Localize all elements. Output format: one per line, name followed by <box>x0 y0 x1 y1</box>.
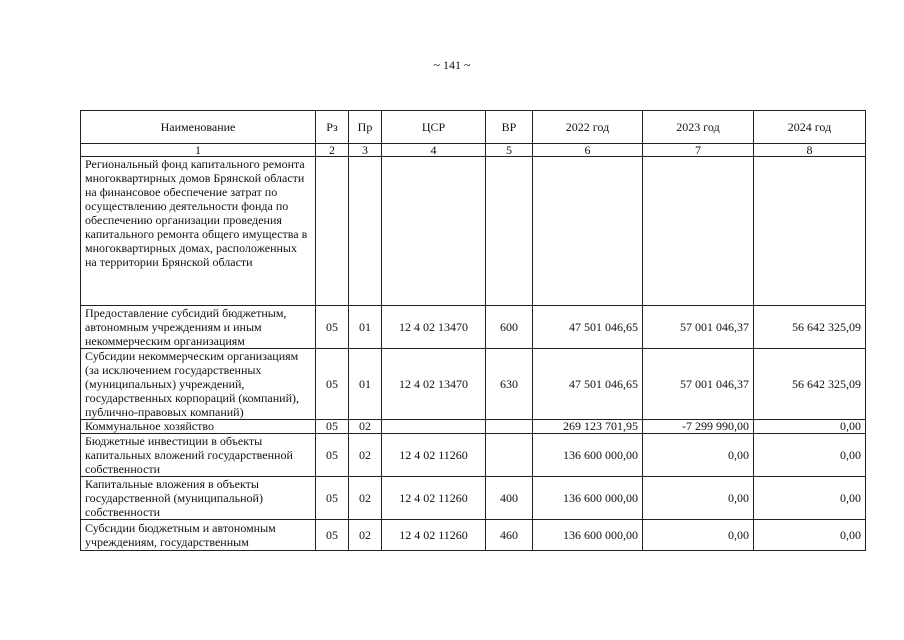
row-vr: 630 <box>486 349 533 420</box>
row-pr: 02 <box>349 520 382 551</box>
row-rz: 05 <box>316 520 349 551</box>
row-2023 <box>643 157 754 306</box>
index-cell: 1 <box>81 144 316 157</box>
row-2022: 47 501 046,65 <box>533 349 643 420</box>
row-2022: 47 501 046,65 <box>533 306 643 349</box>
header-2024: 2024 год <box>754 111 866 144</box>
row-rz: 05 <box>316 349 349 420</box>
row-csr <box>382 420 486 434</box>
row-2022: 136 600 000,00 <box>533 434 643 477</box>
row-pr: 02 <box>349 420 382 434</box>
row-csr: 12 4 02 11260 <box>382 477 486 520</box>
row-pr: 01 <box>349 349 382 420</box>
row-name: Субсидии бюджетным и автономным учреждениям, государственным <box>81 520 316 551</box>
header-rz: Рз <box>316 111 349 144</box>
row-vr <box>486 157 533 306</box>
row-pr <box>349 157 382 306</box>
table-row <box>81 434 866 477</box>
row-2024: 0,00 <box>754 434 866 477</box>
row-name: Предоставление субсидий бюджетным, автономным учреждениям и иным некоммерческим организациям <box>81 306 316 349</box>
row-rz: 05 <box>316 306 349 349</box>
table-row <box>81 420 866 434</box>
index-cell: 4 <box>382 144 486 157</box>
row-vr <box>486 434 533 477</box>
row-2023: 57 001 046,37 <box>643 306 754 349</box>
table-row <box>81 520 866 551</box>
row-name: Капитальные вложения в объекты государственной (муниципальной) собственности <box>81 477 316 520</box>
table-row <box>81 349 866 420</box>
row-csr: 12 4 02 13470 <box>382 306 486 349</box>
index-cell: 3 <box>349 144 382 157</box>
row-pr: 02 <box>349 434 382 477</box>
row-2023: -7 299 990,00 <box>643 420 754 434</box>
page-number: ~ 141 ~ <box>433 58 471 72</box>
row-csr: 12 4 02 11260 <box>382 434 486 477</box>
header-2023: 2023 год <box>643 111 754 144</box>
index-cell: 2 <box>316 144 349 157</box>
row-2022 <box>533 157 643 306</box>
row-name: Субсидии некоммерческим организациям (за исключением государственных (муниципальных) учреждений, государственных корпораций (компаний), публично-правовых компаний) <box>81 349 316 420</box>
row-csr: 12 4 02 13470 <box>382 349 486 420</box>
row-pr: 01 <box>349 306 382 349</box>
row-2024: 56 642 325,09 <box>754 349 866 420</box>
row-2022: 136 600 000,00 <box>533 477 643 520</box>
header-2022: 2022 год <box>533 111 643 144</box>
index-cell: 7 <box>643 144 754 157</box>
row-vr <box>486 420 533 434</box>
row-rz: 05 <box>316 477 349 520</box>
header-vr: ВР <box>486 111 533 144</box>
row-rz: 05 <box>316 434 349 477</box>
row-2023: 0,00 <box>643 434 754 477</box>
index-cell: 5 <box>486 144 533 157</box>
table-row <box>81 477 866 520</box>
budget-table <box>80 110 866 551</box>
row-vr: 600 <box>486 306 533 349</box>
table-row <box>81 157 866 306</box>
row-vr: 460 <box>486 520 533 551</box>
row-2022: 136 600 000,00 <box>533 520 643 551</box>
row-2023: 0,00 <box>643 520 754 551</box>
header-csr: ЦСР <box>382 111 486 144</box>
row-2023: 0,00 <box>643 477 754 520</box>
header-row <box>81 111 866 144</box>
row-rz: 05 <box>316 420 349 434</box>
row-name: Бюджетные инвестиции в объекты капитальных вложений государственной собственности <box>81 434 316 477</box>
index-row <box>81 144 866 157</box>
row-2024: 0,00 <box>754 477 866 520</box>
table-row <box>81 306 866 349</box>
row-2024: 56 642 325,09 <box>754 306 866 349</box>
row-pr: 02 <box>349 477 382 520</box>
row-csr: 12 4 02 11260 <box>382 520 486 551</box>
row-2024: 0,00 <box>754 520 866 551</box>
row-name: Региональный фонд капитального ремонта многоквартирных домов Брянской области на финансовое обеспечение затрат по осуществлению деятельности фонда по обеспечению организации проведения капитального ремонта общего имущества в многоквартирных домах, расположенных на территории Брянской области <box>81 157 316 306</box>
index-cell: 8 <box>754 144 866 157</box>
row-2024: 0,00 <box>754 420 866 434</box>
row-vr: 400 <box>486 477 533 520</box>
row-csr <box>382 157 486 306</box>
row-2024 <box>754 157 866 306</box>
header-pr: Пр <box>349 111 382 144</box>
header-name: Наименование <box>81 111 316 144</box>
row-rz <box>316 157 349 306</box>
row-2023: 57 001 046,37 <box>643 349 754 420</box>
row-2022: 269 123 701,95 <box>533 420 643 434</box>
row-name: Коммунальное хозяйство <box>81 420 316 434</box>
index-cell: 6 <box>533 144 643 157</box>
